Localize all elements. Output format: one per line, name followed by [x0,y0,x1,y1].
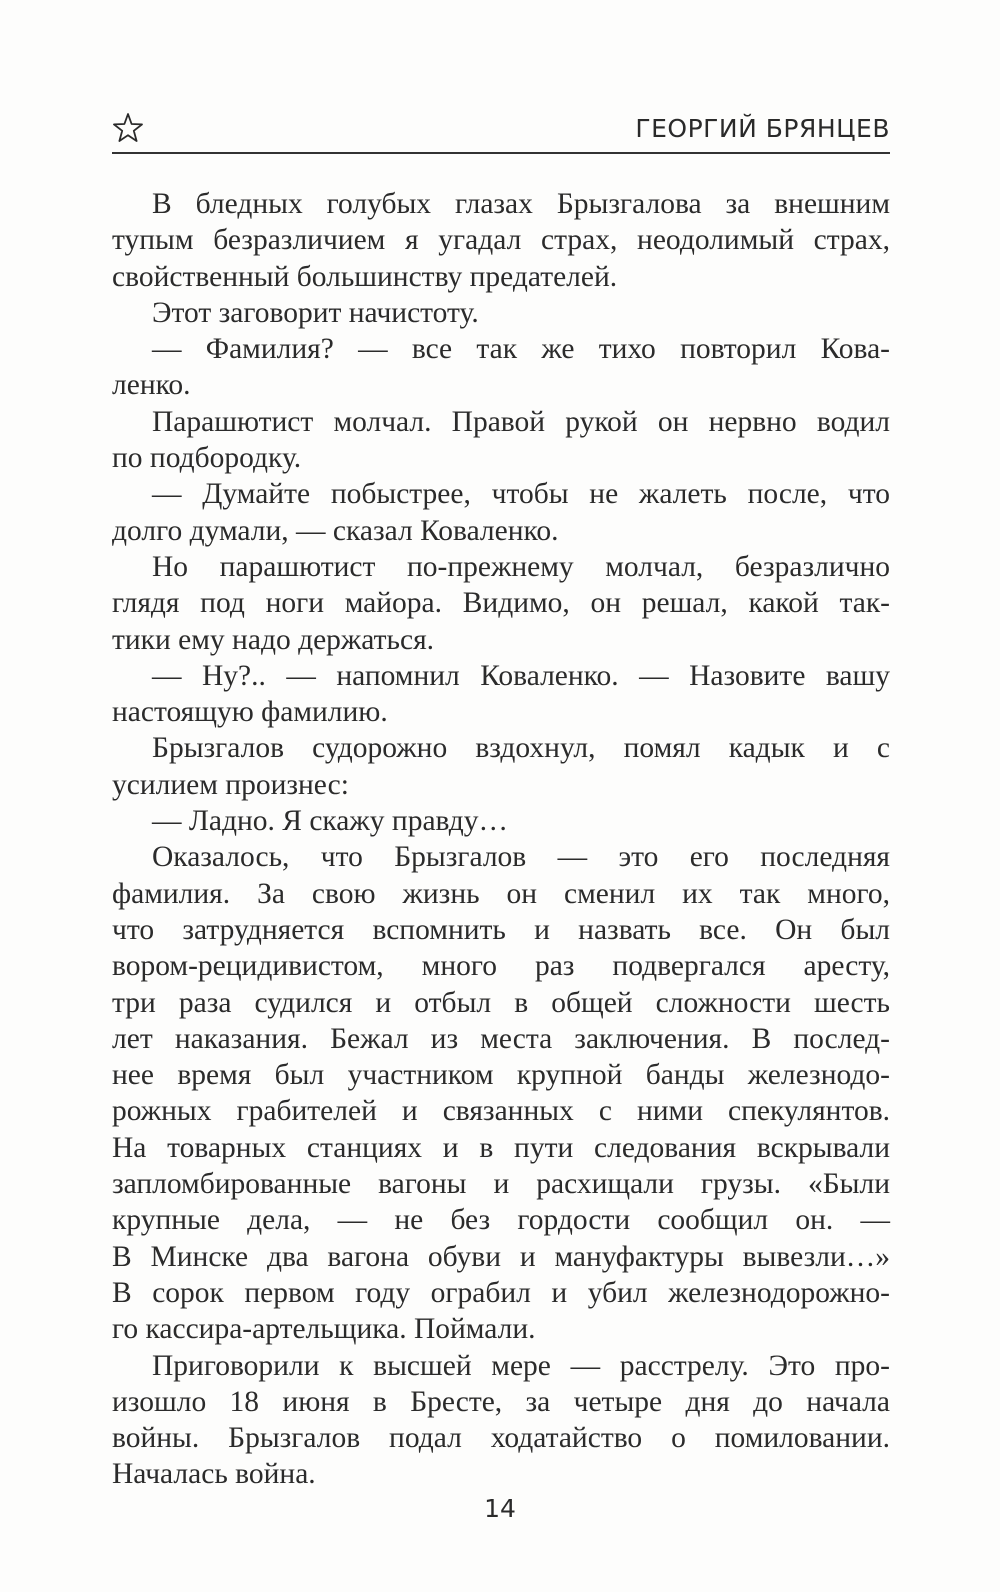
text-line: войны. Брызгалов подал ходатайство о помиловании. [112,1422,890,1455]
text-line: лет наказания. Бежал из места заключения. В послед- [112,1022,890,1055]
text-line: свойственный большинству предателей. [112,260,618,293]
text-line: — Ладно. Я скажу правду… [152,805,508,838]
text-line: — Фамилия? — все так же тихо повторил Кова- [152,333,890,366]
running-head: ГЕОРГИЙ БРЯНЦЕВ [635,114,890,143]
text-line: — Ну?.. — напомнил Коваленко. — Назовите вашу [152,659,890,692]
text-line: На товарных станциях и в пути следования вскрывали [112,1131,890,1164]
text-line: усилием произнес: [112,768,349,801]
text-line: рожных грабителей и связанных с ними спекулянтов. [112,1095,890,1128]
page-number: 14 [484,1494,516,1523]
text-line: тики ему надо держаться. [112,623,435,656]
text-line: изошло 18 июня в Бресте, за четыре дня до начала [112,1385,890,1418]
text-line: Оказалось, что Брызгалов — это его последняя [152,841,890,874]
text-line: — Думайте побыстрее, чтобы не жалеть после, что [152,478,890,511]
text-line: В бледных голубых глазах Брызгалова за внешним [152,188,890,220]
text-line: В Минске два вагона обуви и мануфактуры вывезли…» [112,1240,890,1273]
text-line: Брызгалов судорожно вздохнул, помял кадык и с [152,732,890,765]
text-line: В сорок первом году ограбил и убил железнодорожно- [112,1276,890,1309]
text-line: долго думали, — сказал Коваленко. [112,514,559,547]
text-line: фамилия. За свою жизнь он сменил их так много, [112,877,890,910]
text-line: Парашютист молчал. Правой рукой он нервно водил [152,405,890,438]
star-outline-icon [112,112,144,144]
text-line: нее время был участником крупной банды железнодо- [112,1059,890,1092]
text-line: три раза судился и отбыл в общей сложности шесть [112,986,890,1019]
body-text [112,186,890,1493]
header-rule [112,152,890,154]
page-header [112,108,890,154]
text-line: вором-рецидивистом, много раз подвергался аресту, [112,950,890,983]
text-line: Началась война. [112,1458,316,1491]
text-line: крупные дела, — не без гордости сообщил он. — [112,1204,890,1237]
text-line: запломбированные вагоны и расхищали грузы. «Были [112,1168,890,1201]
text-line: глядя под ноги майора. Видимо, он решал, какой так- [112,587,890,620]
text-line: Приговорили к высшей мере — расстрелу. Это про- [152,1349,890,1382]
text-line: Но парашютист по-прежнему молчал, безразлично [152,550,890,583]
text-line: настоящую фамилию. [112,696,388,729]
text-line: что затрудняется вспомнить и назвать все. Он был [112,913,890,946]
text-line: Этот заговорит начистоту. [152,296,479,329]
text-line: по подбородку. [112,442,302,475]
text-line: тупым безразличием я угадал страх, неодолимый страх, [112,224,890,257]
text-line: ленко. [112,369,191,402]
text-line: го кассира-артельщика. Поймали. [112,1313,536,1346]
